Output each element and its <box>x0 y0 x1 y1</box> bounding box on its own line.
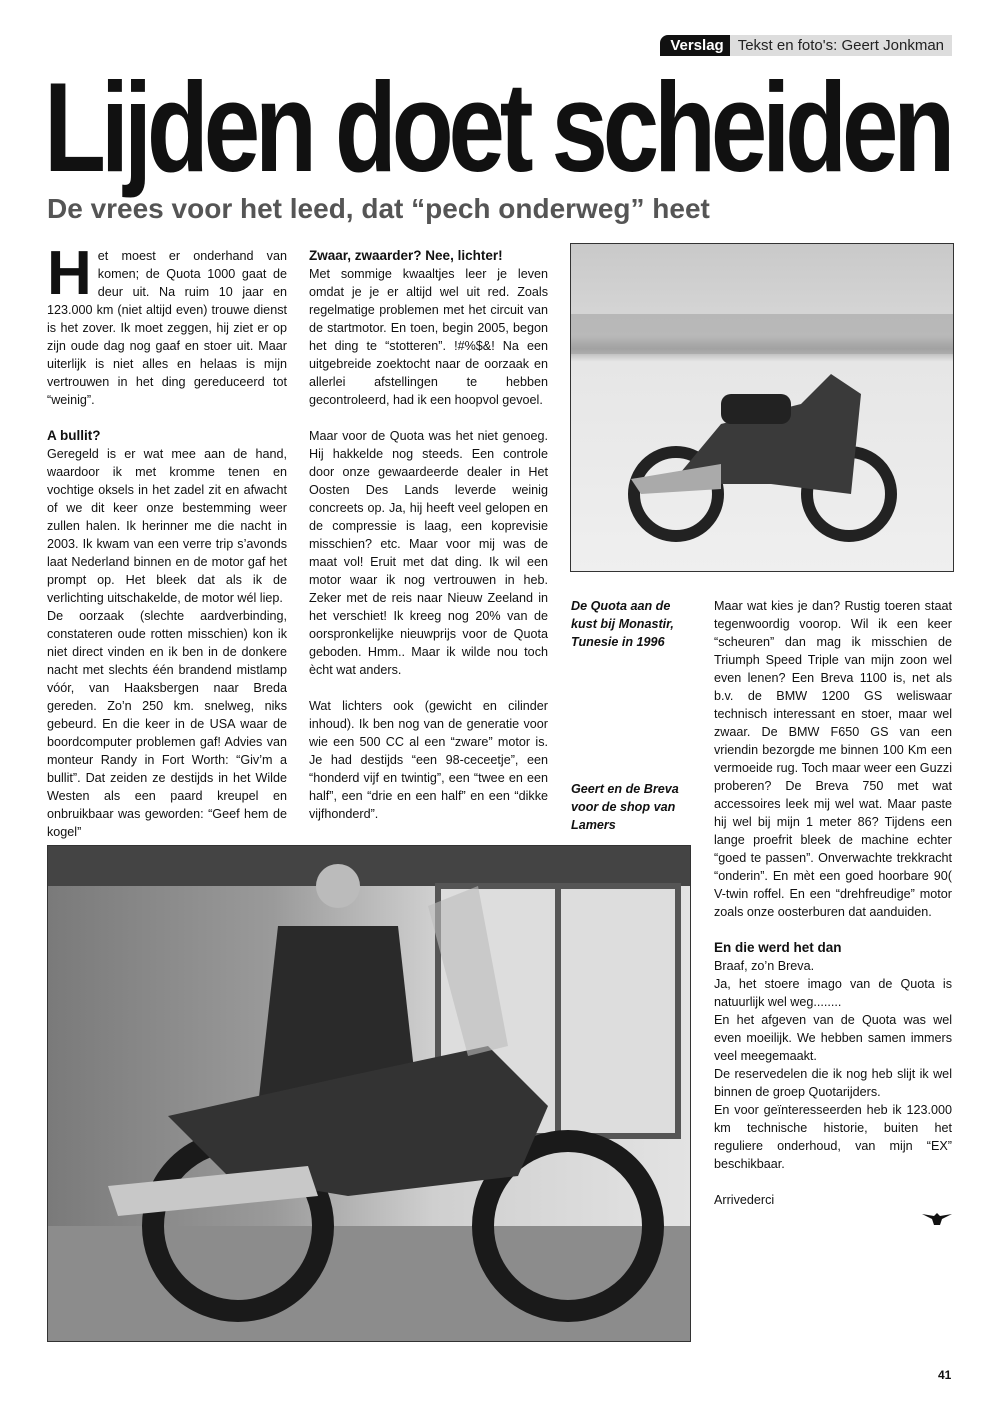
section-label: Verslag <box>660 35 729 56</box>
paragraph: Braaf, zo’n Breva. <box>714 959 815 973</box>
photo-caption: Geert en de Breva voor de shop van Lamers <box>571 782 679 832</box>
photo-quota-monastir <box>570 243 954 572</box>
photo-geert-breva <box>47 845 691 1342</box>
moto-guzzi-eagle-icon <box>714 1211 952 1232</box>
paragraph: Met sommige kwaaltjes leer je leven omdat je je er altijd wel uit red. Zoals regelmatige problemen met het circuit van de startmotor. En toen, begin 2005, begon het ding te “stotteren”. !#%$&! Na een uitgebreide zoektocht naar de oorzaak en allerlei afstellingen te hebben gecontroleerd, had ik een hoopvol gevoel. <box>309 267 548 407</box>
column-4 <box>714 597 952 1232</box>
paragraph: En voor geïnteresseerden heb ik 123.000 km technische historie, buiten het reguliere onderhoud, van mijn “EX” beschikbaar. <box>714 1103 952 1171</box>
paragraph: Maar wat kies je dan? Rustig toeren staat tegenwoordig voorop. Wil ik een keer “scheuren” dan mag ik misschien de Triumph Speed Triple van mijn zoon wel even lenen? Een Breva 1100 is, net als b.v. de BMW 1200 GS weliswaar technisch interessant en stoer, maar wel zwaar. De BMW F650 GS van een vriendin bezorgde me binnen 100 Km een vermoeide rug. Toch maar weer een Guzzi proberen? De Breva 750 met wat accessoires leek mij wel wat. Maar paste hij wel bij mijn 1 meter 86? Tijdens een lange proefrit bleek de machine echter “goed te passen”. Onverwachte trekkracht “onderin”. En mèt een goed hoorbare 90( V-twin roffel. En een “drehfreudige” motor zoals onze oosterburen dat aanduiden. <box>714 599 952 919</box>
photo-caption: De Quota aan de kust bij Monastir, Tunesie in 1996 <box>571 599 674 649</box>
paragraph: De oorzaak (slechte aardverbinding, constateren oude rotten misschien) kon ik niet direct vinden en ik ben in de donkere nacht met slechts één brandend mistlamp vóór, van Haaksbergen naar Breda gereden. Zo’n 250 km. snelweg, niks gebeurd. En die keer in de USA waar de boordcomputer problemen gaf! Advies van monteur Randy in Fort Worth: “Giv’m a bullit”. Dat zeiden ze destijds in het Wilde Westen als een paard kreupel en onbruikbaar was geworden: “Geef hem de kogel” <box>47 609 287 839</box>
man-with-motorcycle-image <box>48 846 690 1341</box>
paragraph: De reservedelen die ik nog heb slijt ik wel binnen de groep Quotarijders. <box>714 1067 952 1099</box>
page-number: 41 <box>938 1368 952 1382</box>
column-2 <box>309 247 548 823</box>
drop-cap: H <box>47 239 92 308</box>
paragraph: Ja, het stoere imago van de Quota is natuurlijk wel weg........ <box>714 977 952 1009</box>
paragraph: En het afgeven van de Quota was wel even moeilijk. We hebben samen immers veel meegemaakt. <box>714 1013 952 1063</box>
paragraph: Geregeld is er wat mee aan de hand, waardoor ik met kromme tenen en vochtige oksels in het zadel zit en afwacht of we dit keer onze bestemming weer zullen halen. Ik herinner me die nacht in 2003. Ik kwam van een verre trip s’avonds laat Nederland binnen en de motor gaf het prompt op. Het bleek dat als ik de verlichting uitschakelde, de motor wél liep. <box>47 447 287 605</box>
article-title: Lijden doet scheiden <box>44 56 951 199</box>
section-heading: Zwaar, zwaarder? Nee, lichter! <box>309 248 503 263</box>
column-1 <box>47 239 287 841</box>
author-credit: Tekst en foto's: Geert Jonkman <box>730 35 952 56</box>
intro-paragraph: et moest er onderhand van komen; de Quota 1000 gaat de deur uit. Na ruim 10 jaar en 123.000 km (niet altijd even) trouwe dienst is het zover. Ik moet zeggen, hij ziet er op zijn oude dag nog gaaf en stoer uit. Maar uiterlijk is niet alles en helaas is mijn vertrouwen in het ding gereduceerd tot “weinig”. <box>47 249 287 407</box>
article-subtitle: De vrees voor het leed, dat “pech onderweg” heet <box>47 193 710 224</box>
paragraph: Wat lichters ook (gewicht en cilinder inhoud). Ik ben nog van de generatie voor wie een 500 CC al een “zware” motor is. Je had destijds “een 98-ceceetje”, een “honderd vijf en twintig”, een “twee en een half”, een “drie en een half” en een “dikke vijfhonderd”. <box>309 699 548 821</box>
section-heading: En die werd het dan <box>714 940 842 955</box>
motorcycle-beach-image <box>571 244 953 571</box>
closing: Arrivederci <box>714 1193 775 1207</box>
section-kicker <box>660 35 952 56</box>
paragraph: Maar voor de Quota was het niet genoeg. Hij hakkelde nog steeds. Een controle door onze gewaardeerde dealer in Het Oosten Des Lands leverde weinig concreets op. Ja, hij heeft veel gelopen en de compressie is laag, een koprevisie misschien? etc. Maar voor mij was de maat vol! Eruit met dat ding. Ik wil een motor waar ik nog vertrouwen in heb. Zeker met de reis naar Nieuw Zeeland in het verschiet! Ik kreeg nog 20% van de oorspronkelijke nieuwprijs voor de Quota geboden. Hmm.. Maar ik wilde nou toch ècht wat anders. <box>309 429 548 677</box>
section-heading: A bullit? <box>47 428 101 443</box>
